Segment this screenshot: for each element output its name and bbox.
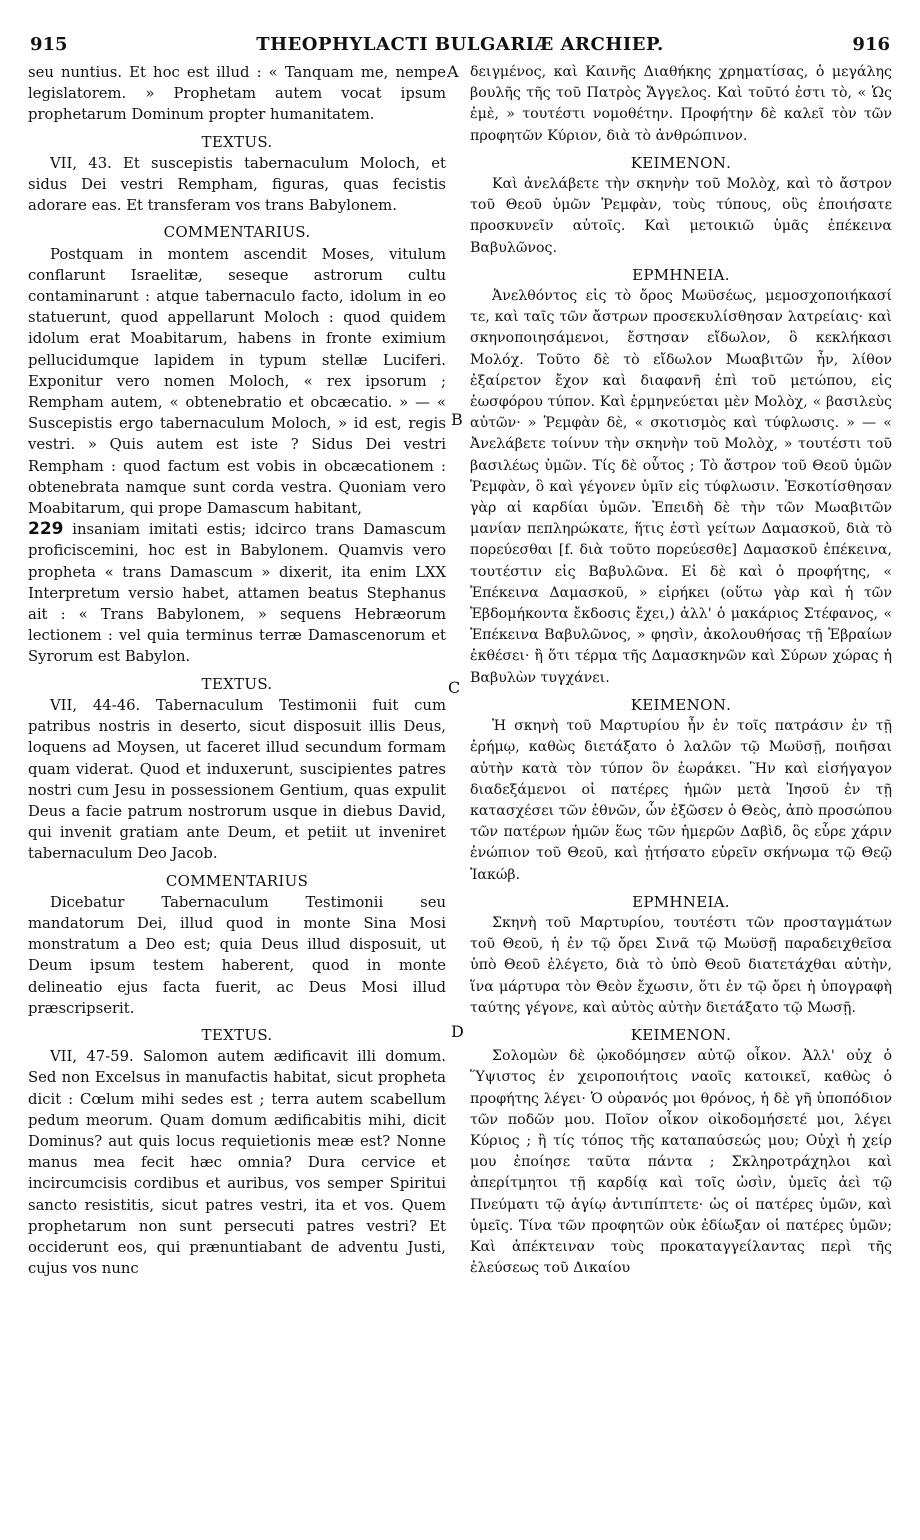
latin-commentary-1b	[28, 519, 446, 667]
latin-text-1: VII, 43. Et suscepistis tabernaculum Moloch, et sidus Dei vestri Rempham, figuras, quas fecistis adorare eas. Et transferam vos trans Babylonem.	[28, 154, 446, 215]
greek-heading-keimenon-2: ΚΕΙΜΕΝΟΝ.	[630, 695, 732, 714]
greek-text-2: Ἡ σκηνὴ τοῦ Μαρτυρίου ἦν ἐν τοῖς πατράσιν ἐν τῇ ἐρήμῳ, καθὼς διετάξατο ὁ λαλῶν τῷ Μωϋσῇ, ποιῆσαι αὐτὴν κατὰ τὸν τύπον ὃν ἑωράκει. Ἣν καὶ εἰσήγαγον διαδεξάμενοι οἱ πατέρες ἡμῶν μετὰ Ἰησοῦ ἐν τῇ κατασχέσει τῶν ἐθνῶν, ὧν ἐξῶσεν ὁ Θεὸς, ἀπὸ προσώπου τῶν πατέρων ἡμῶν ἕως τῶν ἡμερῶν Δαβὶδ, ὃς εὗρε χάριν ἐνώπιον τοῦ Θεοῦ, καὶ ᾐτήσατο εὑρεῖν σκήνωμα τῷ Θεῷ Ἰακώβ.	[470, 718, 892, 883]
latin-heading-commentarius-1: COMMENTARIUS.	[163, 223, 311, 242]
greek-commentary-2: Σκηνὴ τοῦ Μαρτυρίου, τουτέστι τῶν προσταγμάτων τοῦ Θεοῦ, ἡ ἐν τῷ ὄρει Σινᾶ τῷ Μωϋσῇ παραδειχθεῖσα ὑπὸ Θεοῦ ἐλέγετο, διὰ τὸ ὑπὸ Θεοῦ διατετάχθαι αὐτὴν, ἵνα μάρτυρα τὸν Θεὸν ἔχωσιν, ὅτι ἐν τῷ ὄρει ἡ ὑπογραφὴ ταύτης γέγονε, καὶ αὐτὸς αὐτὴν διετάξατο τῷ Μωσῇ.	[470, 914, 892, 1016]
greek-intro: δειγμένος, καὶ Καινῆς Διαθήκης χρηματίσας, ὁ μεγάλης βουλῆς τῆς τοῦ Πατρὸς Ἄγγελος. Καὶ τοῦτό ἐστι τὸ, « Ὡς ἐμὲ, » τουτέστι νομοθέτην. Προφήτην δὲ καλεῖ τὸν τῶν προφητῶν Κύριον, διὰ τὸ ἀνθρώπινον.	[470, 64, 892, 144]
section-marker-a: A	[447, 62, 459, 81]
latin-heading-commentarius-2: COMMENTARIUS	[165, 871, 309, 890]
latin-text-3: VII, 47-59. Salomon autem ædificavit illi domum. Sed non Excelsus in manufactis habitat, sicut propheta dicit : Cœlum mihi sedes est ; terra autem scabellum pedum meorum. Quam domum ædificabitis mihi, dicit Dominus? aut quis locus requietionis meæ est? Nonne manus mea fecit hæc omnia? Dura cervice et incircumcisis cordibus et auribus, vos semper Spiritui sancto resistitis, sicut patres vestri, ita et vos. Quem prophetarum non sunt persecuti patres vestri? Et occiderunt eos, qui prænuntiabant de adventu Justi, cujus vos nunc	[28, 1048, 446, 1278]
greek-text-1: Καὶ ἀνελάβετε τὴν σκηνὴν τοῦ Μολὸχ, καὶ τὸ ἄστρον τοῦ Θεοῦ ὑμῶν Ῥεμφὰν, τοὺς τύπους, οὓς ἐποιήσατε προσκυνεῖν αὐτοῖς. Καὶ μετοικιῶ ὑμᾶς ἐπέκεινα Βαβυλῶνος.	[470, 176, 892, 256]
greek-heading-hermeneia-2: ΕΡΜΗΝΕΙΑ.	[632, 892, 730, 911]
greek-heading-keimenon-3: ΚΕΙΜΕΝΟΝ.	[630, 1025, 732, 1044]
greek-column	[470, 62, 892, 1279]
latin-column	[28, 62, 446, 1279]
greek-heading-hermeneia-1: ΕΡΜΗΝΕΙΑ.	[632, 265, 730, 284]
section-marker-c: C	[448, 678, 461, 697]
latin-commentary-1b-text: insaniam imitati estis; idcirco trans Damascum proficiscemini, hoc est in Babylonem. Quamvis vero propheta « trans Damascum » dixerit, ita enim LXX Interpretum versio habet, attamen beatus Stephanus ait : « Trans Babylonem, » sequens Hebræorum lectionem : vel quia terminus terræ Damascenorum et Syrorum est Babylon.	[28, 521, 446, 666]
running-header	[30, 28, 890, 58]
running-title: THEOPHYLACTI BULGARIÆ ARCHIEP.	[256, 34, 664, 55]
section-marker-d: D	[451, 1022, 464, 1041]
margin-number: 229	[28, 519, 64, 540]
greek-heading-keimenon-1: ΚΕΙΜΕΝΟΝ.	[630, 153, 732, 172]
latin-commentary-1a: Postquam in montem ascendit Moses, vitulum conflarunt Israelitæ, seseque astrorum cultu contaminarunt : atque tabernaculo facto, idolum in eo statuerunt, quod appellarunt Moloch : quod quidem idolum erat Moabitarum, habens in fronte eximium pellucidumque lapidem in typum stellæ Luciferi. Exponitur vero nomen Moloch, « rex ipsorum ; Rempham autem, « obtenebratio et obcæcatio. » — « Suscepistis ergo tabernaculum Moloch, » id est, regis vestri. » Quis autem est iste ? Sidus Dei vestri Rempham : quod factum est vobis in obcæcationem : obtenebrata namque sunt corda vestra. Quoniam vero Moabitarum, qui prope Damascum habitant,	[28, 245, 446, 518]
latin-heading-textus-3: TEXTUS.	[201, 1025, 273, 1044]
latin-heading-textus-1: TEXTUS.	[201, 132, 273, 151]
page-number-left: 915	[30, 34, 68, 55]
latin-intro: seu nuntius. Et hoc est illud : « Tanquam me, nempe legislatorem. » Prophetam autem vocat ipsum prophetarum Dominum propter humanitatem.	[28, 64, 446, 124]
greek-commentary-1: Ἀνελθόντος εἰς τὸ ὄρος Μωϋσέως, μεμοσχοποιήκασί τε, καὶ ταῖς τῶν ἄστρων προσεκυλίσθησαν λατρείαις· καὶ σκηνοποιησάμενοι, ἔστησαν εἴδωλον, ὃ κεκλήκασι Μολόχ. Τοῦτο δὲ τὸ εἴδωλον Μωαβιτῶν ἦν, λίθον ἐξαίρετον ἔχον καὶ διαφανῆ ἐπὶ τοῦ μετώπου, εἰς ἑωσφόρου τύπον. Καὶ ἑρμηνεύεται μὲν Μολὸχ, « βασιλεὺς αὐτῶν· » Ῥεμφὰν δὲ, « σκοτισμὸς καὶ τύφλωσις. » — « Ἀνελάβετε τοίνυν τὴν σκηνὴν τοῦ Μολὸχ, » τουτέστι τοῦ βασιλέως ὑμῶν. Τίς δὲ οὗτος ; Τὸ ἄστρον τοῦ Θεοῦ ὑμῶν Ῥεμφὰν, ὃ καὶ γέγονεν ὑμῖν εἰς τύφλωσιν. Ἐσκοτίσθησαν γὰρ αἱ καρδίαι ὑμῶν. Ἐπειδὴ δὲ τὴν τῶν Μωαβιτῶν μανίαν πεπληρώκατε, ἥτις ἐστὶ γείτων Δαμασκοῦ, διὰ τὸ πορεύεσθαι [f. διὰ τοῦτο πορεύεσθε] Δαμασκοῦ ἐπέκεινα, τουτέστιν εἰς Βαβυλῶνα. Εἰ δὲ καὶ ὁ προφήτης, « Ἐπέκεινα Δαμασκοῦ, » εἰρήκει (οὕτω γὰρ καὶ ἡ τῶν Ἑβδομήκοντα ἔκδοσις ἔχει,) ἀλλ' ὁ μακάριος Στέφανος, « Ἐπέκεινα Βαβυλῶνος, » φησὶν, ἀκολουθήσας τῇ Ἑβραίων ἐκθέσει· ἢ ὅτι τέρμα τῆς Δαμασκηνῶν καὶ Σύρων χώρας ἡ Βαβυλὼν τυγχάνει.	[470, 288, 892, 686]
latin-commentary-2: Dicebatur Tabernaculum Testimonii seu mandatorum Dei, illud quod in monte Sina Mosi monstratum a Deo est; quia Deus illud disposuit, ut Deum ipsum testem haberent, quod in monte delineatio ejus facta fuerit, ac Deus Mosi illud præscripserit.	[28, 893, 446, 1017]
page-number-right: 916	[852, 34, 890, 55]
latin-heading-textus-2: TEXTUS.	[201, 674, 273, 693]
greek-text-3: Σολομὼν δὲ ᾠκοδόμησεν αὐτῷ οἶκον. Ἀλλ' οὐχ ὁ Ὕψιστος ἐν χειροποιήτοις ναοῖς κατοικεῖ, καθὼς ὁ προφήτης λέγει· Ὁ οὐρανός μοι θρόνος, ἡ δὲ γῆ ὑποπόδιον τῶν ποδῶν μου. Ποῖον οἶκον οἰκοδομήσετέ μοι, λέγει Κύριος ; ἢ τίς τόπος τῆς καταπαύσεώς μου; Οὐχὶ ἡ χείρ μου ἐποίησε ταῦτα πάντα ; Σκληροτράχηλοι καὶ ἀπερίτμητοι τῇ καρδίᾳ καὶ τοῖς ὠσὶν, ὑμεῖς ἀεὶ τῷ Πνεύματι τῷ ἁγίῳ ἀντιπίπτετε· ὡς οἱ πατέρες ὑμῶν, καὶ ὑμεῖς. Τίνα τῶν προφητῶν οὐκ ἐδίωξαν οἱ πατέρες ὑμῶν; Καὶ ἀπέκτειναν τοὺς προκαταγγείλαντας περὶ τῆς ἐλεύσεως τοῦ Δικαίου	[470, 1048, 892, 1277]
section-marker-b: B	[451, 410, 463, 429]
latin-text-2: VII, 44-46. Tabernaculum Testimonii fuit cum patribus nostris in deserto, sicut disposuit illis Deus, loquens ad Moysen, ut faceret illud secundum formam quam viderat. Quod et induxerunt, suscipientes patres nostri cum Jesu in possessionem Gentium, quas expulit Deus a facie patrum nostrorum usque in diebus David, qui invenit gratiam ante Deum, et petiit ut inveniret tabernaculum Deo Jacob.	[28, 696, 446, 863]
